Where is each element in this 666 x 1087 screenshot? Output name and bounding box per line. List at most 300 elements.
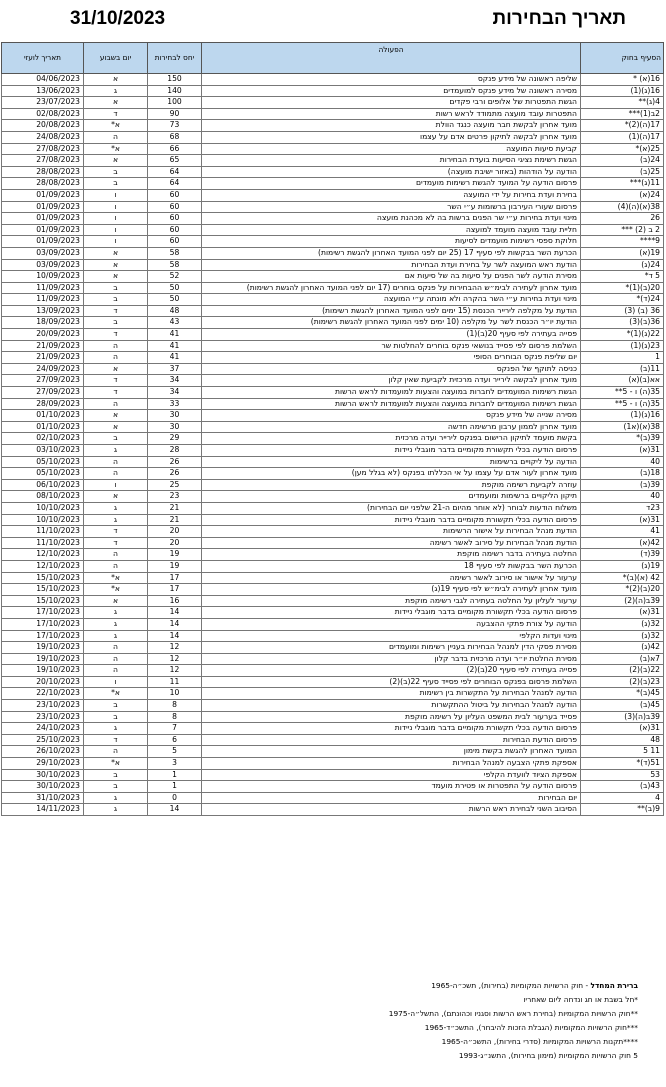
clause-cell: 31(א) bbox=[581, 607, 664, 619]
action-cell: הודעת מנהל הבחירות על סירוב לאשר רשימה bbox=[202, 537, 581, 549]
action-cell: מסירת הודעה לשר הפנים על סיעות בה של סיעות אם bbox=[202, 271, 581, 283]
table-row bbox=[2, 305, 664, 317]
weekday-cell: ג bbox=[84, 804, 148, 816]
date-cell: 13/06/2023 bbox=[2, 85, 84, 97]
weekday-cell: א bbox=[84, 595, 148, 607]
days-to-election-cell: 21 bbox=[148, 514, 202, 526]
clause-cell: 25(א)* bbox=[581, 143, 664, 155]
days-to-election-cell: 41 bbox=[148, 352, 202, 364]
action-cell: אספקת פתקי הצבעה למנהל הבחירות bbox=[202, 758, 581, 770]
clause-cell: 20(ב)(2)* bbox=[581, 584, 664, 596]
weekday-cell: א* bbox=[84, 688, 148, 700]
weekday-cell: ג bbox=[84, 723, 148, 735]
date-cell: 24/08/2023 bbox=[2, 131, 84, 143]
table-row bbox=[2, 584, 664, 596]
clause-cell: 38(א)(א1) bbox=[581, 421, 664, 433]
table-row bbox=[2, 502, 664, 514]
clause-cell: 42 (א)(ב)* bbox=[581, 572, 664, 584]
days-to-election-cell: 14 bbox=[148, 618, 202, 630]
clause-cell: אא(ב)(א) bbox=[581, 375, 664, 387]
date-cell: 20/09/2023 bbox=[2, 329, 84, 341]
days-to-election-cell: 17 bbox=[148, 572, 202, 584]
days-to-election-cell: 60 bbox=[148, 201, 202, 213]
clause-cell: 2ב(1)*** bbox=[581, 108, 664, 120]
action-cell: מינוי ועדת בחירות ע״י השר בהקרה ולא מונתה ע״י המועצה bbox=[202, 294, 581, 306]
action-cell: החלטה בעתירה בדבר רשימה מוקפת bbox=[202, 549, 581, 561]
weekday-cell: ו bbox=[84, 213, 148, 225]
weekday-cell: ג bbox=[84, 514, 148, 526]
action-cell: פסייד בערעור לבית המשפט העליון על רשימה מוקפת bbox=[202, 711, 581, 723]
header-days: יחס לבחירות bbox=[148, 43, 202, 74]
date-cell: 11/09/2023 bbox=[2, 282, 84, 294]
footnotes bbox=[18, 979, 638, 1063]
action-cell: פרסום הודעה בכלי תקשורת מקומיים בדבר מוגבלי ניידות bbox=[202, 445, 581, 457]
action-cell: הודעה על הודהות (באזור ישיבת מועצה) bbox=[202, 166, 581, 178]
date-cell: 30/10/2023 bbox=[2, 769, 84, 781]
weekday-cell: א bbox=[84, 74, 148, 86]
action-cell: מינוי ועדת בחירות ע״י שר הפנים ברשות בה לא מכהנת מועצה bbox=[202, 213, 581, 225]
weekday-cell: ו bbox=[84, 224, 148, 236]
days-to-election-cell: 37 bbox=[148, 363, 202, 375]
clause-cell: 16(ג)(1) bbox=[581, 85, 664, 97]
header-date: תאריך לועזי bbox=[2, 43, 84, 74]
header-weekday: יום בשבוע bbox=[84, 43, 148, 74]
clause-cell: 24(ב) bbox=[581, 155, 664, 167]
action-cell: אספקת הציוד לוועדת הקלפי bbox=[202, 769, 581, 781]
footnote-3: ***חוק הרשויות המקומיות (הגבלת הזכות להיבחר), התשכ״ד-1965 bbox=[424, 1023, 638, 1032]
date-cell: 10/10/2023 bbox=[2, 514, 84, 526]
weekday-cell: א bbox=[84, 259, 148, 271]
weekday-cell: ב bbox=[84, 178, 148, 190]
clause-cell: 25(ב) bbox=[581, 166, 664, 178]
days-to-election-cell: 14 bbox=[148, 630, 202, 642]
table-row bbox=[2, 74, 664, 86]
table-row bbox=[2, 665, 664, 677]
table-row bbox=[2, 549, 664, 561]
clause-cell: 24(ג) bbox=[581, 259, 664, 271]
table-row bbox=[2, 456, 664, 468]
weekday-cell: ה bbox=[84, 665, 148, 677]
days-to-election-cell: 66 bbox=[148, 143, 202, 155]
table-header-row bbox=[2, 43, 664, 74]
header-action: הפעולה bbox=[202, 43, 581, 74]
weekday-cell: ג bbox=[84, 445, 148, 457]
table-row bbox=[2, 236, 664, 248]
date-cell: 27/09/2023 bbox=[2, 387, 84, 399]
action-cell: פרסום הודעה בכלי תקשורת מקומיים בדבר מוגבלי ניידות bbox=[202, 723, 581, 735]
date-cell: 05/10/2023 bbox=[2, 456, 84, 468]
clause-cell: 7א(ב) bbox=[581, 653, 664, 665]
days-to-election-cell: 19 bbox=[148, 560, 202, 572]
footnote-1: *חל בשבת או חג ונדחה ליום שאחריו bbox=[523, 995, 638, 1004]
weekday-cell: ב bbox=[84, 711, 148, 723]
days-to-election-cell: 5 bbox=[148, 746, 202, 758]
action-cell: הכרעת השר בבקשות לפי סעיף 17 (25 יום לפני המועד האחרון להגשת רשימות) bbox=[202, 247, 581, 259]
days-to-election-cell: 50 bbox=[148, 282, 202, 294]
table-row bbox=[2, 514, 664, 526]
clause-cell: 16(ג)(1) bbox=[581, 410, 664, 422]
action-cell: הודעה למנהל הבחירות על התקשרות בין רשימות bbox=[202, 688, 581, 700]
weekday-cell: ג bbox=[84, 792, 148, 804]
days-to-election-cell: 1 bbox=[148, 769, 202, 781]
clause-cell: 4(ג)** bbox=[581, 97, 664, 109]
table-row bbox=[2, 363, 664, 375]
days-to-election-cell: 33 bbox=[148, 398, 202, 410]
date-cell: 17/10/2023 bbox=[2, 630, 84, 642]
table-row bbox=[2, 537, 664, 549]
date-cell: 25/10/2023 bbox=[2, 734, 84, 746]
date-cell: 14/11/2023 bbox=[2, 804, 84, 816]
clause-cell: 31(א) bbox=[581, 445, 664, 457]
days-to-election-cell: 140 bbox=[148, 85, 202, 97]
date-cell: 31/10/2023 bbox=[2, 792, 84, 804]
table-row bbox=[2, 700, 664, 712]
clause-cell: 36 (ב) (3) bbox=[581, 305, 664, 317]
table-row bbox=[2, 155, 664, 167]
clause-cell: 39(ד) bbox=[581, 549, 664, 561]
action-cell: כניסה לתוקף של הפנקס bbox=[202, 363, 581, 375]
weekday-cell: ג bbox=[84, 630, 148, 642]
weekday-cell: א bbox=[84, 247, 148, 259]
weekday-cell: א bbox=[84, 421, 148, 433]
date-cell: 19/10/2023 bbox=[2, 665, 84, 677]
action-cell: פסייה בעתירה לפי סעיף 20(ב)(2) bbox=[202, 665, 581, 677]
days-to-election-cell: 90 bbox=[148, 108, 202, 120]
weekday-cell: א bbox=[84, 155, 148, 167]
action-cell: מועד אחרון לעתירה לבימ״ש לפי סעיף 19(ג) bbox=[202, 584, 581, 596]
date-cell: 10/09/2023 bbox=[2, 271, 84, 283]
action-cell: שליפה ראשונה של מידע פנקס bbox=[202, 74, 581, 86]
days-to-election-cell: 65 bbox=[148, 155, 202, 167]
days-to-election-cell: 26 bbox=[148, 456, 202, 468]
days-to-election-cell: 20 bbox=[148, 526, 202, 538]
table-row bbox=[2, 769, 664, 781]
weekday-cell: ד bbox=[84, 305, 148, 317]
days-to-election-cell: 25 bbox=[148, 479, 202, 491]
action-cell: הגשת רשימות המועמדים לחברות במועצה והצעות למועמדות לראש הרשות bbox=[202, 398, 581, 410]
table-row bbox=[2, 734, 664, 746]
clause-cell: 39(ב)* bbox=[581, 433, 664, 445]
days-to-election-cell: 64 bbox=[148, 178, 202, 190]
table-row bbox=[2, 491, 664, 503]
clause-cell: 45(ב)* bbox=[581, 688, 664, 700]
date-cell: 27/08/2023 bbox=[2, 143, 84, 155]
page-title: תאריך הבחירות bbox=[492, 8, 626, 29]
table-row bbox=[2, 688, 664, 700]
days-to-election-cell: 12 bbox=[148, 653, 202, 665]
clause-cell: 41 bbox=[581, 526, 664, 538]
days-to-election-cell: 3 bbox=[148, 758, 202, 770]
table-row bbox=[2, 630, 664, 642]
action-cell: עוזרה לקביעת רשימה מוקפת bbox=[202, 479, 581, 491]
clause-cell: 53 bbox=[581, 769, 664, 781]
date-cell: 06/10/2023 bbox=[2, 479, 84, 491]
date-cell: 15/10/2023 bbox=[2, 595, 84, 607]
table-row bbox=[2, 560, 664, 572]
action-cell: מועד אחרון לעתירה לבימ״ש ההבחירות על פנקס בוחרים (17 יום לפני המועד האחרון להגשת רשימות) bbox=[202, 282, 581, 294]
clause-cell: 16(א) * bbox=[581, 74, 664, 86]
table-row bbox=[2, 213, 664, 225]
date-cell: 23/07/2023 bbox=[2, 97, 84, 109]
date-cell: 27/08/2023 bbox=[2, 155, 84, 167]
date-cell: 28/09/2023 bbox=[2, 398, 84, 410]
clause-cell: 39ב(ה)(3) bbox=[581, 711, 664, 723]
date-cell: 11/09/2023 bbox=[2, 294, 84, 306]
date-cell: 21/09/2023 bbox=[2, 340, 84, 352]
table-row bbox=[2, 329, 664, 341]
weekday-cell: ה bbox=[84, 560, 148, 572]
action-cell: יום הבחירות bbox=[202, 792, 581, 804]
weekday-cell: ד bbox=[84, 329, 148, 341]
action-cell: הכרעת השר בבקשות לפי סעיף 18 bbox=[202, 560, 581, 572]
date-cell: 24/09/2023 bbox=[2, 363, 84, 375]
days-to-election-cell: 73 bbox=[148, 120, 202, 132]
date-cell: 21/09/2023 bbox=[2, 352, 84, 364]
table-row bbox=[2, 398, 664, 410]
weekday-cell: א bbox=[84, 491, 148, 503]
weekday-cell: א bbox=[84, 97, 148, 109]
date-cell: 24/10/2023 bbox=[2, 723, 84, 735]
table-row bbox=[2, 201, 664, 213]
action-cell: הגשת התפטרות של אלופים ורבי פקדים bbox=[202, 97, 581, 109]
days-to-election-cell: 43 bbox=[148, 317, 202, 329]
weekday-cell: ד bbox=[84, 375, 148, 387]
days-to-election-cell: 30 bbox=[148, 410, 202, 422]
action-cell: הודעת מנהל הבחירות על אישור הרשימות bbox=[202, 526, 581, 538]
table-row bbox=[2, 166, 664, 178]
date-cell: 01/09/2023 bbox=[2, 213, 84, 225]
weekday-cell: ב bbox=[84, 433, 148, 445]
clause-cell: 11(ג)*** bbox=[581, 178, 664, 190]
table-row bbox=[2, 804, 664, 816]
clause-cell: 24(א) bbox=[581, 189, 664, 201]
weekday-cell: ו bbox=[84, 189, 148, 201]
weekday-cell: ד bbox=[84, 734, 148, 746]
action-cell: הגשת רשימת נציגי הסיעות בועדת הבחירות bbox=[202, 155, 581, 167]
weekday-cell: א bbox=[84, 410, 148, 422]
table-row bbox=[2, 387, 664, 399]
date-cell: 01/10/2023 bbox=[2, 410, 84, 422]
action-cell: מועד אחרון לממון ערבון מרשימה חדשה bbox=[202, 421, 581, 433]
clause-cell: 51(ד)* bbox=[581, 758, 664, 770]
header-clause: הסעיף בחוק bbox=[581, 43, 664, 74]
weekday-cell: ג bbox=[84, 85, 148, 97]
weekday-cell: ה bbox=[84, 131, 148, 143]
table-row bbox=[2, 642, 664, 654]
date-cell: 30/10/2023 bbox=[2, 781, 84, 793]
days-to-election-cell: 26 bbox=[148, 468, 202, 480]
days-to-election-cell: 100 bbox=[148, 97, 202, 109]
days-to-election-cell: 60 bbox=[148, 236, 202, 248]
clause-cell: 39(ב) bbox=[581, 479, 664, 491]
footnote-4: ****תקנות הרשויות המקומיות (סדרי בחירות), התשכ״ה-1965 bbox=[441, 1037, 638, 1046]
weekday-cell: ו bbox=[84, 676, 148, 688]
default-law-note bbox=[18, 979, 638, 993]
action-cell: מסירת פסקי הדין למנהל הבחירות בעניין רשימות ומועמדים bbox=[202, 642, 581, 654]
days-to-election-cell: 20 bbox=[148, 537, 202, 549]
table-row bbox=[2, 410, 664, 422]
date-cell: 15/10/2023 bbox=[2, 572, 84, 584]
date-cell: 26/10/2023 bbox=[2, 746, 84, 758]
table-row bbox=[2, 758, 664, 770]
days-to-election-cell: 60 bbox=[148, 224, 202, 236]
clause-cell: 19(ג) bbox=[581, 560, 664, 572]
clause-cell: 26 bbox=[581, 213, 664, 225]
weekday-cell: א bbox=[84, 271, 148, 283]
days-to-election-cell: 23 bbox=[148, 491, 202, 503]
weekday-cell: ה bbox=[84, 549, 148, 561]
table-row bbox=[2, 468, 664, 480]
date-cell: 17/10/2023 bbox=[2, 618, 84, 630]
weekday-cell: ב bbox=[84, 700, 148, 712]
clause-cell: 45(ב) bbox=[581, 700, 664, 712]
table-row bbox=[2, 224, 664, 236]
table-row bbox=[2, 282, 664, 294]
weekday-cell: ו bbox=[84, 236, 148, 248]
date-cell: 12/10/2023 bbox=[2, 549, 84, 561]
weekday-cell: ו bbox=[84, 201, 148, 213]
action-cell: פרסום הודעה בכלי תקשורת מקומיים בדבר מוגבלי ניידות bbox=[202, 607, 581, 619]
action-cell: מינוי ועדות הקלפי bbox=[202, 630, 581, 642]
weekday-cell: א bbox=[84, 363, 148, 375]
action-cell: מסירה ראשונה של מידע פנקס למועמדים bbox=[202, 85, 581, 97]
clause-cell: 20(ב)(1)* bbox=[581, 282, 664, 294]
weekday-cell: ג bbox=[84, 618, 148, 630]
action-cell: בקשת מועמד לתיקון הרישום בפנקס לירייר ועדה מרכזית bbox=[202, 433, 581, 445]
date-cell: 22/10/2023 bbox=[2, 688, 84, 700]
days-to-election-cell: 17 bbox=[148, 584, 202, 596]
table-row bbox=[2, 259, 664, 271]
days-to-election-cell: 48 bbox=[148, 305, 202, 317]
weekday-cell: ג bbox=[84, 607, 148, 619]
clause-cell: 39ב(ה)(2) bbox=[581, 595, 664, 607]
action-cell: מסירה שנייה של מידע פנקס bbox=[202, 410, 581, 422]
table-row bbox=[2, 595, 664, 607]
table-row bbox=[2, 352, 664, 364]
days-to-election-cell: 52 bbox=[148, 271, 202, 283]
weekday-cell: ד bbox=[84, 526, 148, 538]
table-row bbox=[2, 178, 664, 190]
table-row bbox=[2, 723, 664, 735]
date-cell: 13/09/2023 bbox=[2, 305, 84, 317]
days-to-election-cell: 41 bbox=[148, 329, 202, 341]
table-row bbox=[2, 572, 664, 584]
date-cell: 10/10/2023 bbox=[2, 502, 84, 514]
clause-cell: 17(ה)(2)* bbox=[581, 120, 664, 132]
days-to-election-cell: 7 bbox=[148, 723, 202, 735]
days-to-election-cell: 150 bbox=[148, 74, 202, 86]
action-cell: בחירת ועדת בחירות על ידי המועצה bbox=[202, 189, 581, 201]
weekday-cell: ג bbox=[84, 502, 148, 514]
weekday-cell: א* bbox=[84, 120, 148, 132]
clause-cell: 40 bbox=[581, 491, 664, 503]
table-row bbox=[2, 526, 664, 538]
table-row bbox=[2, 294, 664, 306]
action-cell: פרסום הודעה בכלי תקשורת מקומיים בדבר מוגבלי ניידות bbox=[202, 514, 581, 526]
days-to-election-cell: 19 bbox=[148, 549, 202, 561]
clause-cell: 36(ב)(3) bbox=[581, 317, 664, 329]
days-to-election-cell: 11 bbox=[148, 676, 202, 688]
date-cell: 04/06/2023 bbox=[2, 74, 84, 86]
date-cell: 19/10/2023 bbox=[2, 653, 84, 665]
days-to-election-cell: 60 bbox=[148, 213, 202, 225]
action-cell: מסירת החלטת יו״ר ועדה מרכזית בדבר קלון bbox=[202, 653, 581, 665]
action-cell: הודעת ראש המועצה לשר על בחירת ועדת הבחירות bbox=[202, 259, 581, 271]
table-row bbox=[2, 781, 664, 793]
action-cell: פרסום שעורי העירבון ברשומות ע״י השר bbox=[202, 201, 581, 213]
clause-cell: 43(ב) bbox=[581, 781, 664, 793]
table-row bbox=[2, 711, 664, 723]
action-cell: פרסום הודעה על התפטרות או פטירת מועמד bbox=[202, 781, 581, 793]
weekday-cell: ב bbox=[84, 769, 148, 781]
clause-cell: 35(ה) ו - 5** bbox=[581, 387, 664, 399]
weekday-cell: ב bbox=[84, 294, 148, 306]
weekday-cell: ה bbox=[84, 468, 148, 480]
weekday-cell: ה bbox=[84, 456, 148, 468]
days-to-election-cell: 30 bbox=[148, 421, 202, 433]
action-cell: השלמת פרסום בפנקס הבוחרים לפי פסייד סעיף 22(ב)(2) bbox=[202, 676, 581, 688]
date-cell: 29/10/2023 bbox=[2, 758, 84, 770]
date-cell: 03/09/2023 bbox=[2, 247, 84, 259]
table-row bbox=[2, 433, 664, 445]
table-row bbox=[2, 618, 664, 630]
action-cell: הודעת יו״ר הכנסת לשר על מקלפה (10 ימים לפני המועד האחרון להגשת רשימות) bbox=[202, 317, 581, 329]
clause-cell: 23(ב)(2) bbox=[581, 676, 664, 688]
action-cell: התפטרות עובד מועצה מתמודד לראש רשות bbox=[202, 108, 581, 120]
days-to-election-cell: 60 bbox=[148, 189, 202, 201]
table-row bbox=[2, 271, 664, 283]
date-cell: 28/08/2023 bbox=[2, 178, 84, 190]
weekday-cell: ה bbox=[84, 642, 148, 654]
table-row bbox=[2, 131, 664, 143]
days-to-election-cell: 6 bbox=[148, 734, 202, 746]
weekday-cell: א* bbox=[84, 584, 148, 596]
clause-cell: 24(ד)* bbox=[581, 294, 664, 306]
clause-cell: 17(ה)(1) bbox=[581, 131, 664, 143]
table-row bbox=[2, 746, 664, 758]
weekday-cell: ד bbox=[84, 537, 148, 549]
weekday-cell: ה bbox=[84, 653, 148, 665]
clause-cell: 42(ג) bbox=[581, 642, 664, 654]
days-to-election-cell: 50 bbox=[148, 294, 202, 306]
date-cell: 01/09/2023 bbox=[2, 236, 84, 248]
weekday-cell: ב bbox=[84, 282, 148, 294]
clause-cell: 22(ב)(2) bbox=[581, 665, 664, 677]
default-law-label: ברירת המחדל bbox=[590, 981, 638, 990]
action-cell: חלוקת ספסי רשימות מועמדים לסיעות bbox=[202, 236, 581, 248]
date-cell: 27/09/2023 bbox=[2, 375, 84, 387]
action-cell: מועד אחרון לעור אדם על עצמו על אי הכללתו בפנקס (לא בגלל מען) bbox=[202, 468, 581, 480]
schedule-table bbox=[1, 42, 664, 816]
days-to-election-cell: 12 bbox=[148, 642, 202, 654]
table-row bbox=[2, 85, 664, 97]
action-cell: יום שליפת פנקס הבוחרים הסופי bbox=[202, 352, 581, 364]
days-to-election-cell: 16 bbox=[148, 595, 202, 607]
table-row bbox=[2, 97, 664, 109]
clause-cell: 9(ב)** bbox=[581, 804, 664, 816]
action-cell: פסייה בעתירה לפי סעיף 20(ב)(1) bbox=[202, 329, 581, 341]
date-cell: 02/10/2023 bbox=[2, 433, 84, 445]
days-to-election-cell: 8 bbox=[148, 711, 202, 723]
days-to-election-cell: 68 bbox=[148, 131, 202, 143]
table-row bbox=[2, 340, 664, 352]
action-cell: מועד אחרון לבקשה לירייר ועדה מרכזית לקביעת שאין קלון bbox=[202, 375, 581, 387]
clause-cell: 38(א)(ה)(4) bbox=[581, 201, 664, 213]
weekday-cell: ה bbox=[84, 746, 148, 758]
action-cell: משלוח הודעות לבוחר (לא אוחר מהיום ה-21 שלפני יום הבחירות) bbox=[202, 502, 581, 514]
weekday-cell: ב bbox=[84, 317, 148, 329]
date-cell: 01/10/2023 bbox=[2, 421, 84, 433]
